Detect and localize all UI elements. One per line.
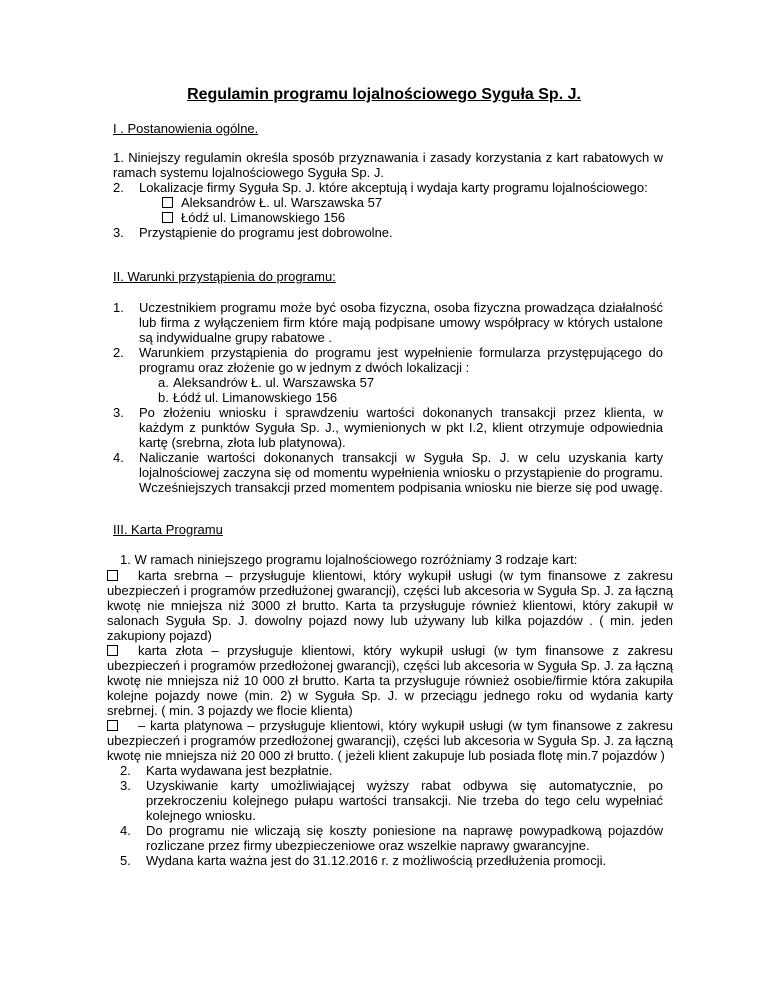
item-text: Przystąpienie do programu jest dobrowolne. xyxy=(139,225,393,240)
section-2-heading: II. Warunki przystąpienia do programu: xyxy=(113,269,336,284)
list-item: 2. Warunkiem przystąpienia do programu jest wypełnienie formularza przystępującego do programu oraz złożenie go w jednym z dwóch lokalizacji : xyxy=(113,345,663,375)
checkbox-icon xyxy=(162,212,173,223)
checkbox-icon xyxy=(107,720,118,731)
list-item: 1. Uczestnikiem programu może być osoba fizyczna, osoba fizyczna prowadząca działalność lub firma z wyłączeniem firm które mają podpisane umowy współpracy w których ustalone są indywidualne grupy rabatowe . xyxy=(113,300,663,345)
section-1-paragraph-1: 1. Niniejszy regulamin określa sposób przyznawania i zasady korzystania z kart rabatowych w ramach systemu lojalnościowego Syguła Sp. J. xyxy=(113,150,663,180)
list-item: 3. Po złożeniu wniosku i sprawdzeniu wartości dokonanych transakcji przez klienta, w każdym z punktów Syguła Sp. J., wymienionych w pkt I.2, klient otrzymuje odpowiednia kartę (srebrna, złota lub platynowa). xyxy=(113,405,663,450)
section-3-intro: 1. W ramach niniejszego programu lojalnościowego rozróżniamy 3 rodzaje kart: xyxy=(120,552,578,567)
location-2: Łódź ul. Limanowskiego 156 xyxy=(113,210,663,225)
location-1: Aleksandrów Ł. ul. Warszawska 57 xyxy=(113,195,663,210)
section-3-heading: III. Karta Programu xyxy=(113,522,223,537)
section-2-list xyxy=(113,300,663,495)
card-types xyxy=(107,568,673,763)
card-platinum: – karta platynowa – przysługuje klientowi, który wykupił usługi (w tym finansowe z zakresu ubezpieczeń i programów przedłożonej gwarancji), części lub akcesoria w Syguła Sp. J. za łączną kwotę nie mniejsza niż 20 000 zł brutto. ( jeżeli klient zakupuje lub posiada flotę min.7 pojazdów ) xyxy=(107,718,673,763)
section-1-item-2 xyxy=(113,180,663,240)
item-number: 2. xyxy=(113,180,124,195)
section-3-list xyxy=(120,763,663,868)
list-item: 5. Wydana karta ważna jest do 31.12.2016 r. z możliwością przedłużenia promocji. xyxy=(120,853,607,868)
item-text: Lokalizacje firmy Syguła Sp. J. które akceptują i wydaja karty programu lojalnościowego: xyxy=(139,180,648,195)
list-item: 4. Naliczanie wartości dokonanych transakcji w Syguła Sp. J. w celu uzyskania karty lojalnościowej zaczyna się od momentu wypełnienia wniosku o przystąpienie do programu. Wcześniejszych transakcji przed momentem podpisania wniosku nie bierze się pod uwagę. xyxy=(113,450,663,495)
list-item: 3. Uzyskiwanie karty umożliwiającej wyższy rabat odbywa się automatycznie, po przekroczeniu kolejnego pułapu wartości transakcji. Nie trzeba do tego celu wypełniać kolejnego wniosku. xyxy=(120,778,663,823)
list-item: 4. Do programu nie wliczają się koszty poniesione na naprawę powypadkową pojazdów rozliczane przez firmy ubezpieczeniowe oraz wszelkie naprawy gwarancyjne. xyxy=(120,823,663,853)
card-silver: karta srebrna – przysługuje klientowi, który wykupił usługi (w tym finansowe z zakresu ubezpieczeń i programów przedłużonej gwarancji), części lub akcesoria w Syguła Sp. J. za łączną kwotę nie mniejsza niż 3000 zł brutto. Karta ta przysługuje również klientowi, który zakupił w salonach Syguła Sp. J. dowolny pojazd nowy lub używany lub kilka pojazdów . ( min. jeden zakupiony pojazd) xyxy=(107,568,673,643)
sub-item-a: a. Aleksandrów Ł. ul. Warszawska 57 xyxy=(158,375,375,390)
checkbox-icon xyxy=(107,570,118,581)
item-number: 3. xyxy=(113,225,124,240)
document-title: Regulamin programu lojalnościowego Syguła Sp. J. xyxy=(187,86,581,103)
checkbox-icon xyxy=(107,645,118,656)
section-1-heading: I . Postanowienia ogólne. xyxy=(113,121,259,136)
list-item: 2. Karta wydawana jest bezpłatnie. xyxy=(120,763,333,778)
card-gold: karta złota – przysługuje klientowi, który wykupił usługi (w tym finansowe z zakresu ubezpieczeń i programów przedłożonej gwarancji), części lub akcesoria w Syguła Sp. J. za łączną kwotę nie mniejsza niż 10 000 zł brutto. Karta ta przysługuje również osobie/firmie która zakupiła kolejne pojazdy nowe (min. 2) w Syguła Sp. J. w przeciągu jednego roku od wydania karty srebrnej. ( min. 3 pojazdy we flocie klienta) xyxy=(107,643,673,718)
sub-item-b: b. Łódź ul. Limanowskiego 156 xyxy=(158,390,338,405)
checkbox-icon xyxy=(162,197,173,208)
